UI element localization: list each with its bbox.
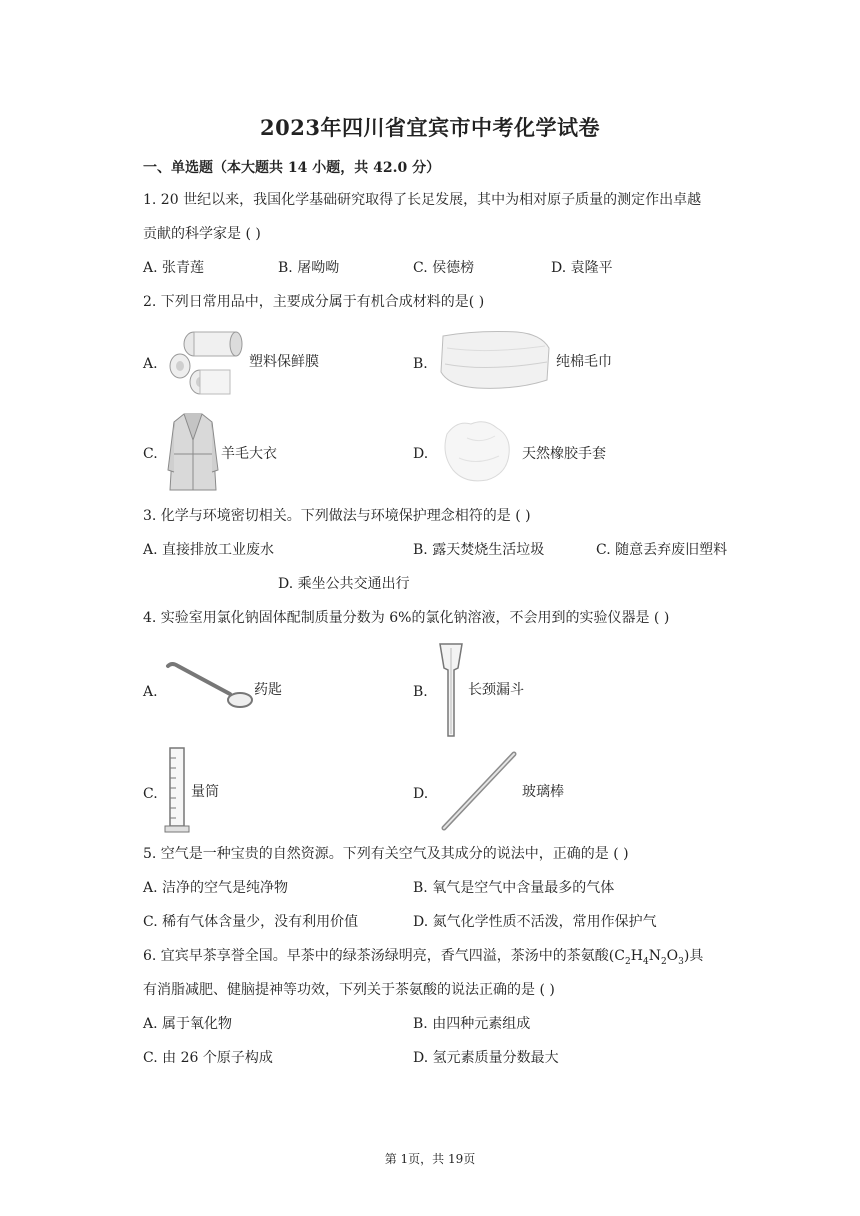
page-title: 2023年四川省宜宾市中考化学试卷 — [260, 115, 600, 140]
question-2-option-c: C. — [143, 446, 158, 462]
question-4-option-b-label: 长颈漏斗 — [468, 682, 524, 698]
question-1-option-c: C. 侯德榜 — [413, 260, 475, 276]
wool-coat-image — [166, 410, 220, 494]
glass-rod-image — [438, 748, 520, 834]
cotton-towel-image — [437, 328, 553, 394]
question-2-line-1: 2. 下列日常用品中，主要成分属于有机合成材料的是( ) — [143, 294, 485, 310]
question-2-option-d: D. — [413, 446, 429, 462]
question-5-line-1: 5. 空气是一种宝贵的自然资源。下列有关空气及其成分的说法中，正确的是 ( ) — [143, 846, 629, 862]
question-6-line-2: 有消脂减肥、健脑提神等功效，下列关于茶氨酸的说法正确的是 ( ) — [143, 982, 555, 998]
question-1-line-2: 贡献的科学家是 ( ) — [143, 226, 261, 242]
question-5-option-b: B. 氧气是空气中含量最多的气体 — [413, 880, 615, 896]
medicine-spoon-image — [164, 660, 254, 712]
question-4-option-c-label: 量筒 — [191, 784, 219, 800]
chemical-formula: $C_2H_4N_2O_3$ — [614, 948, 684, 967]
question-1-option-b: B. 屠呦呦 — [278, 260, 340, 276]
question-1-option-d: D. 袁隆平 — [551, 260, 613, 276]
question-4-option-c: C. — [143, 786, 158, 802]
question-1-line-1: 1. 20 世纪以来，我国化学基础研究取得了长足发展，其中为相对原子质量的测定作出卓越 — [143, 192, 702, 208]
question-2-option-b: B. — [413, 356, 428, 372]
question-1-option-a: A. 张青莲 — [143, 260, 205, 276]
question-3-option-d: D. 乘坐公共交通出行 — [278, 576, 410, 592]
question-3-line-1: 3. 化学与环境密切相关。下列做法与环境保护理念相符的是 ( ) — [143, 508, 531, 524]
question-4-option-a: A. — [143, 684, 158, 700]
question-2-option-d-label: 天然橡胶手套 — [522, 446, 606, 462]
section-heading: 一、单选题（本大题共 14 小题，共 42.0 分） — [143, 160, 441, 176]
question-6-line-1 — [143, 946, 703, 972]
long-neck-funnel-image — [436, 640, 466, 740]
question-6-option-c: C. 由 26 个原子构成 — [143, 1050, 273, 1066]
measuring-cylinder-image — [164, 744, 190, 834]
question-2-option-b-label: 纯棉毛巾 — [556, 354, 612, 370]
question-2-option-a-label: 塑料保鲜膜 — [249, 354, 319, 370]
question-4-line-1: 4. 实验室用氯化钠固体配制质量分数为 6%的氯化钠溶液，不会用到的实验仪器是 ( ) — [143, 610, 670, 626]
question-4-option-a-label: 药匙 — [254, 682, 282, 698]
question-2-option-c-label: 羊毛大衣 — [221, 446, 277, 462]
question-6-option-d: D. 氢元素质量分数最大 — [413, 1050, 559, 1066]
page-footer: 第 1页，共 19页 — [384, 1152, 476, 1166]
rubber-gloves-image — [437, 414, 519, 486]
question-3-option-c: C. 随意丢弃废旧塑料 — [596, 542, 728, 558]
question-4-option-d: D. — [413, 786, 429, 802]
question-3-option-a: A. 直接排放工业废水 — [143, 542, 275, 558]
question-4-option-d-label: 玻璃棒 — [522, 784, 564, 800]
question-6-option-a: A. 属于氧化物 — [143, 1016, 233, 1032]
question-5-option-d: D. 氮气化学性质不活泼，常用作保护气 — [413, 914, 657, 930]
question-5-option-a: A. 洁净的空气是纯净物 — [143, 880, 289, 896]
question-5-option-c: C. 稀有气体含量少，没有利用价值 — [143, 914, 359, 930]
question-3-option-b: B. 露天焚烧生活垃圾 — [413, 542, 545, 558]
question-4-option-b: B. — [413, 684, 428, 700]
question-2-option-a: A. — [143, 356, 158, 372]
question-6-option-b: B. 由四种元素组成 — [413, 1016, 531, 1032]
plastic-wrap-rolls-image — [164, 330, 246, 396]
question-6-line-1-end: )具 — [683, 948, 704, 964]
question-6-line-1-start: 6. 宜宾早茶享誉全国。早茶中的绿茶汤绿明亮，香气四溢，茶汤中的茶氨酸( — [143, 948, 615, 964]
